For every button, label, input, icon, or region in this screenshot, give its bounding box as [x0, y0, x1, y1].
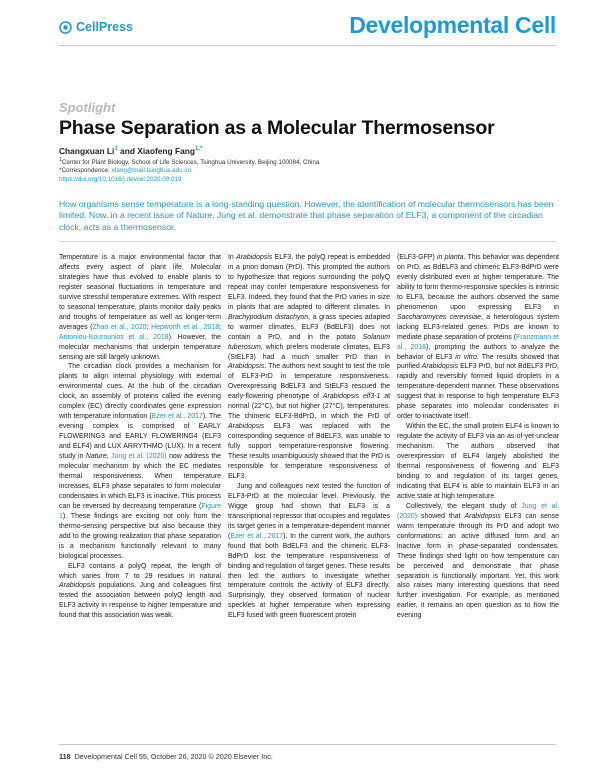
author-affiliation-mark: 1 [114, 146, 118, 153]
paragraph: In Arabidopsis ELF3, the polyQ repeat is embedded in a prion domain (PrD). This prompted the authors to hypothesize that regions surrounding the polyQ repeat may confer temperature responsiveness for ELF3. Indeed, they found that the PrD varies in size in plants that are adapted to different climates. In Brachypodium distachyon, a grass species adapted to warmer climates, ELF3 (BdELF3) does not contain a PrD, and in the potato Solanum tuberosum, which prefers moderate climates, ELF3 (StELF3) had a much smaller PrD than in Arabidopsis. The authors next sought to test the role of ELF3-PrD in temperature responsiveness. Overexpressing BdELF3 and StELF3 rescued the early-flowering phenotype of Arabidopsis elf3-1 at normal (22°C), but not higher (27°C), temperatures. The chimeric ELF3-BdPrD, in which the PrD of Arabidopsis ELF3 was replaced with the corresponding sequence of BdELF3, was unable to fully support temperature-responsive flowering. These results unambiguously showed that the PrD is responsible for temperature responsiveness of ELF3. [228, 254, 391, 480]
doi-link[interactable]: https://doi.org/10.1016/j.devcel.2020.09.019 [59, 176, 182, 183]
paragraph: (ELF3-GFP) in planta. This behavior was dependent on PrD, as BdELF3 and chimeric ELF3-BdPrD were evenly distributed even at higher temperature. The ability to form thermo-responsive speckles is intrinsic to ELF3, because the authors observed the same phenomenon upon expressing ELF3 in Saccharomyces cerevisiae, a heterologous system lacking ELF3-related genes. PrDs are known to mediate phase separation of proteins (Franzmann et al., 2018), prompting the authors to analyze the behavior of ELF3 in vitro. The results showed that purified Arabidopsis ELF3 PrD, but not BdELF3 PrD, rapidly and reversibly formed liquid droplets in a temperature-dependent manner. These observations suggest that in response to high temperature ELF3 phase separates into molecular condensates in order to inactivate itself. [397, 254, 560, 421]
paragraph: Temperature is a major environmental factor that affects every aspect of plant life. Molecular strategies have thus evolved to enable plants to register seasonal fluctuations in temperature and survive stressful temperature extremes. With respect to seasonal temperature, plants monitor daily peaks and troughs of temperature as well as longer-term averages (Zhao et al., 2020; Hepworth et al., 2018; Antoniou-Kourounioti et al., 2018). However, the molecular mechanisms that underpin temperature sensing are still largely unknown. [59, 254, 221, 361]
figure-link[interactable]: Figure 1 [59, 502, 221, 520]
body-column-1 [59, 253, 221, 621]
affiliation: $^1$Center for Plant Biology, School of Life Sciences, Tsinghua University, Beijing 100084, China [59, 157, 320, 167]
summary-text: How organisms sense temperature is a long-standing question. However, the identification of molecular thermosensors has been limited. Now, in a recent issue of Nature, Jung et al. demonstrate that phase separation of ELF3, a component of the circadian clock, acts as a thermosensor. [59, 199, 554, 232]
page-footer [59, 752, 273, 761]
journal-name: Developmental Cell [349, 12, 556, 38]
summary-divider [59, 241, 556, 242]
citation-line: Developmental Cell 55, October 26, 2020 © 2020 Elsevier Inc. [74, 752, 273, 761]
author-list [59, 146, 202, 156]
paragraph: ELF3 contains a polyQ repeat, the length of which varies from 7 to 29 residues in natural Arabidopsis populations. Jung and colleagues first tested the association between polyQ length and ELF3 activity in response to higher temperature and found that this association was weak. [59, 562, 221, 620]
reference-link[interactable]: Jung et al. (2020) [111, 453, 167, 461]
section-label: Spotlight [59, 100, 116, 115]
reference-link[interactable]: Ezer et al., 2017 [151, 413, 203, 421]
page-number: 118 [59, 752, 71, 761]
author-name[interactable]: Xiaofeng Fang [137, 146, 195, 156]
paragraph: Collectively, the elegant study of Jung et al. (2020) showed that Arabidopsis ELF3 can sense warm temperature through its PrD and adopt two conformations: an active diffused form and an inactive form in phase-separated condensates. These findings shed light on how temperature can be perceived and demonstrate that phase separation is functionally important. Yet, this work also raises many interesting questions that need further investigation. For example, as mentioned earlier, it remains an open question as to how the evening [397, 502, 559, 620]
email-link[interactable]: xfang@mail.tsinghua.edu.cn [111, 167, 192, 174]
article-title: Phase Separation as a Molecular Thermosensor [59, 117, 495, 139]
body-column-3 [397, 253, 559, 621]
author-name[interactable]: Changxuan Li [59, 146, 115, 156]
cellpress-logo-icon [59, 21, 72, 34]
reference-link[interactable]: Zhao et al., 2020 [92, 323, 147, 331]
publisher-name: CellPress [76, 20, 133, 34]
reference-link[interactable]: Hepworth et al., 2018 [151, 323, 220, 331]
paragraph: Within the EC, the small protein ELF4 is known to regulate the activity of ELF3 via an as-of-yet-unclear mechanism. The authors observed that overexpression of ELF4 largely abolished the thermal responsiveness of flowering and ELF3 binding to and regulation of its target genes, indicating that ELF4 is able to maintain ELF3 in an active state at high temperature. [397, 423, 559, 500]
body-column-2 [228, 253, 390, 621]
author-separator: and [120, 146, 135, 156]
author-affiliation-mark: 1,* [194, 146, 203, 153]
correspondence: *Correspondence: xfang@mail.tsinghua.edu.cn [59, 167, 192, 174]
reference-link[interactable]: Jung et al. (2020) [397, 502, 559, 520]
publisher-logo [59, 20, 133, 34]
reference-link[interactable]: Antoniou-Kourounioti et al., 2018 [59, 333, 169, 341]
paragraph: The circadian clock provides a mechanism for plants to align internal physiology with external environmental cues. At the hub of the circadian clock, an assembly of proteins called the evening complex (EC) directly coordinates gene expression with temperature information (Ezer et al., 2017). The evening complex is comprised of EARLY FLOWERING3 and EARLY FLOWERING4 (ELF3 and ELF4) and LUX ARRYTHMO (LUX). In a recent study in Nature, Jung et al. (2020) now address the molecular mechanism by which the EC mediates thermal responsiveness. When temperature increases, ELF3 phase separates to form molecular condensates in which ELF3 is inactive. This process can be reversed by decreasing temperature (Figure 1). These findings are exciting not only from the thermo-sensing perspective but also because they add to the growing realization that phase separation is a mechanism functionally relevant to many biological processes. [59, 363, 222, 560]
paragraph: Jung and colleagues next tested the function of ELF3-PrD at the molecular level. Previously, the Wigge group had shown that ELF3 is a transcriptional repressor that occupies and regulates its target genes in a temperature-dependent manner (Ezer et al., 2017). In the current work, the authors found that both BdELF3 and the chimeric ELF3-BdPrD lost the temperature responsiveness of binding and regulation of target genes. These results then led the authors to investigate whether temperature controls the activity of ELF3 directly. Surprisingly, they observed formation of nuclear speckles at higher temperature when expressing ELF3 fused with green fluorescent protein [228, 482, 390, 620]
reference-link[interactable]: Ezer et al., 2017 [230, 532, 284, 540]
footer-divider [59, 744, 556, 745]
reference-link[interactable]: Franzmann et al., 2018 [397, 333, 559, 351]
header-divider [59, 45, 556, 46]
